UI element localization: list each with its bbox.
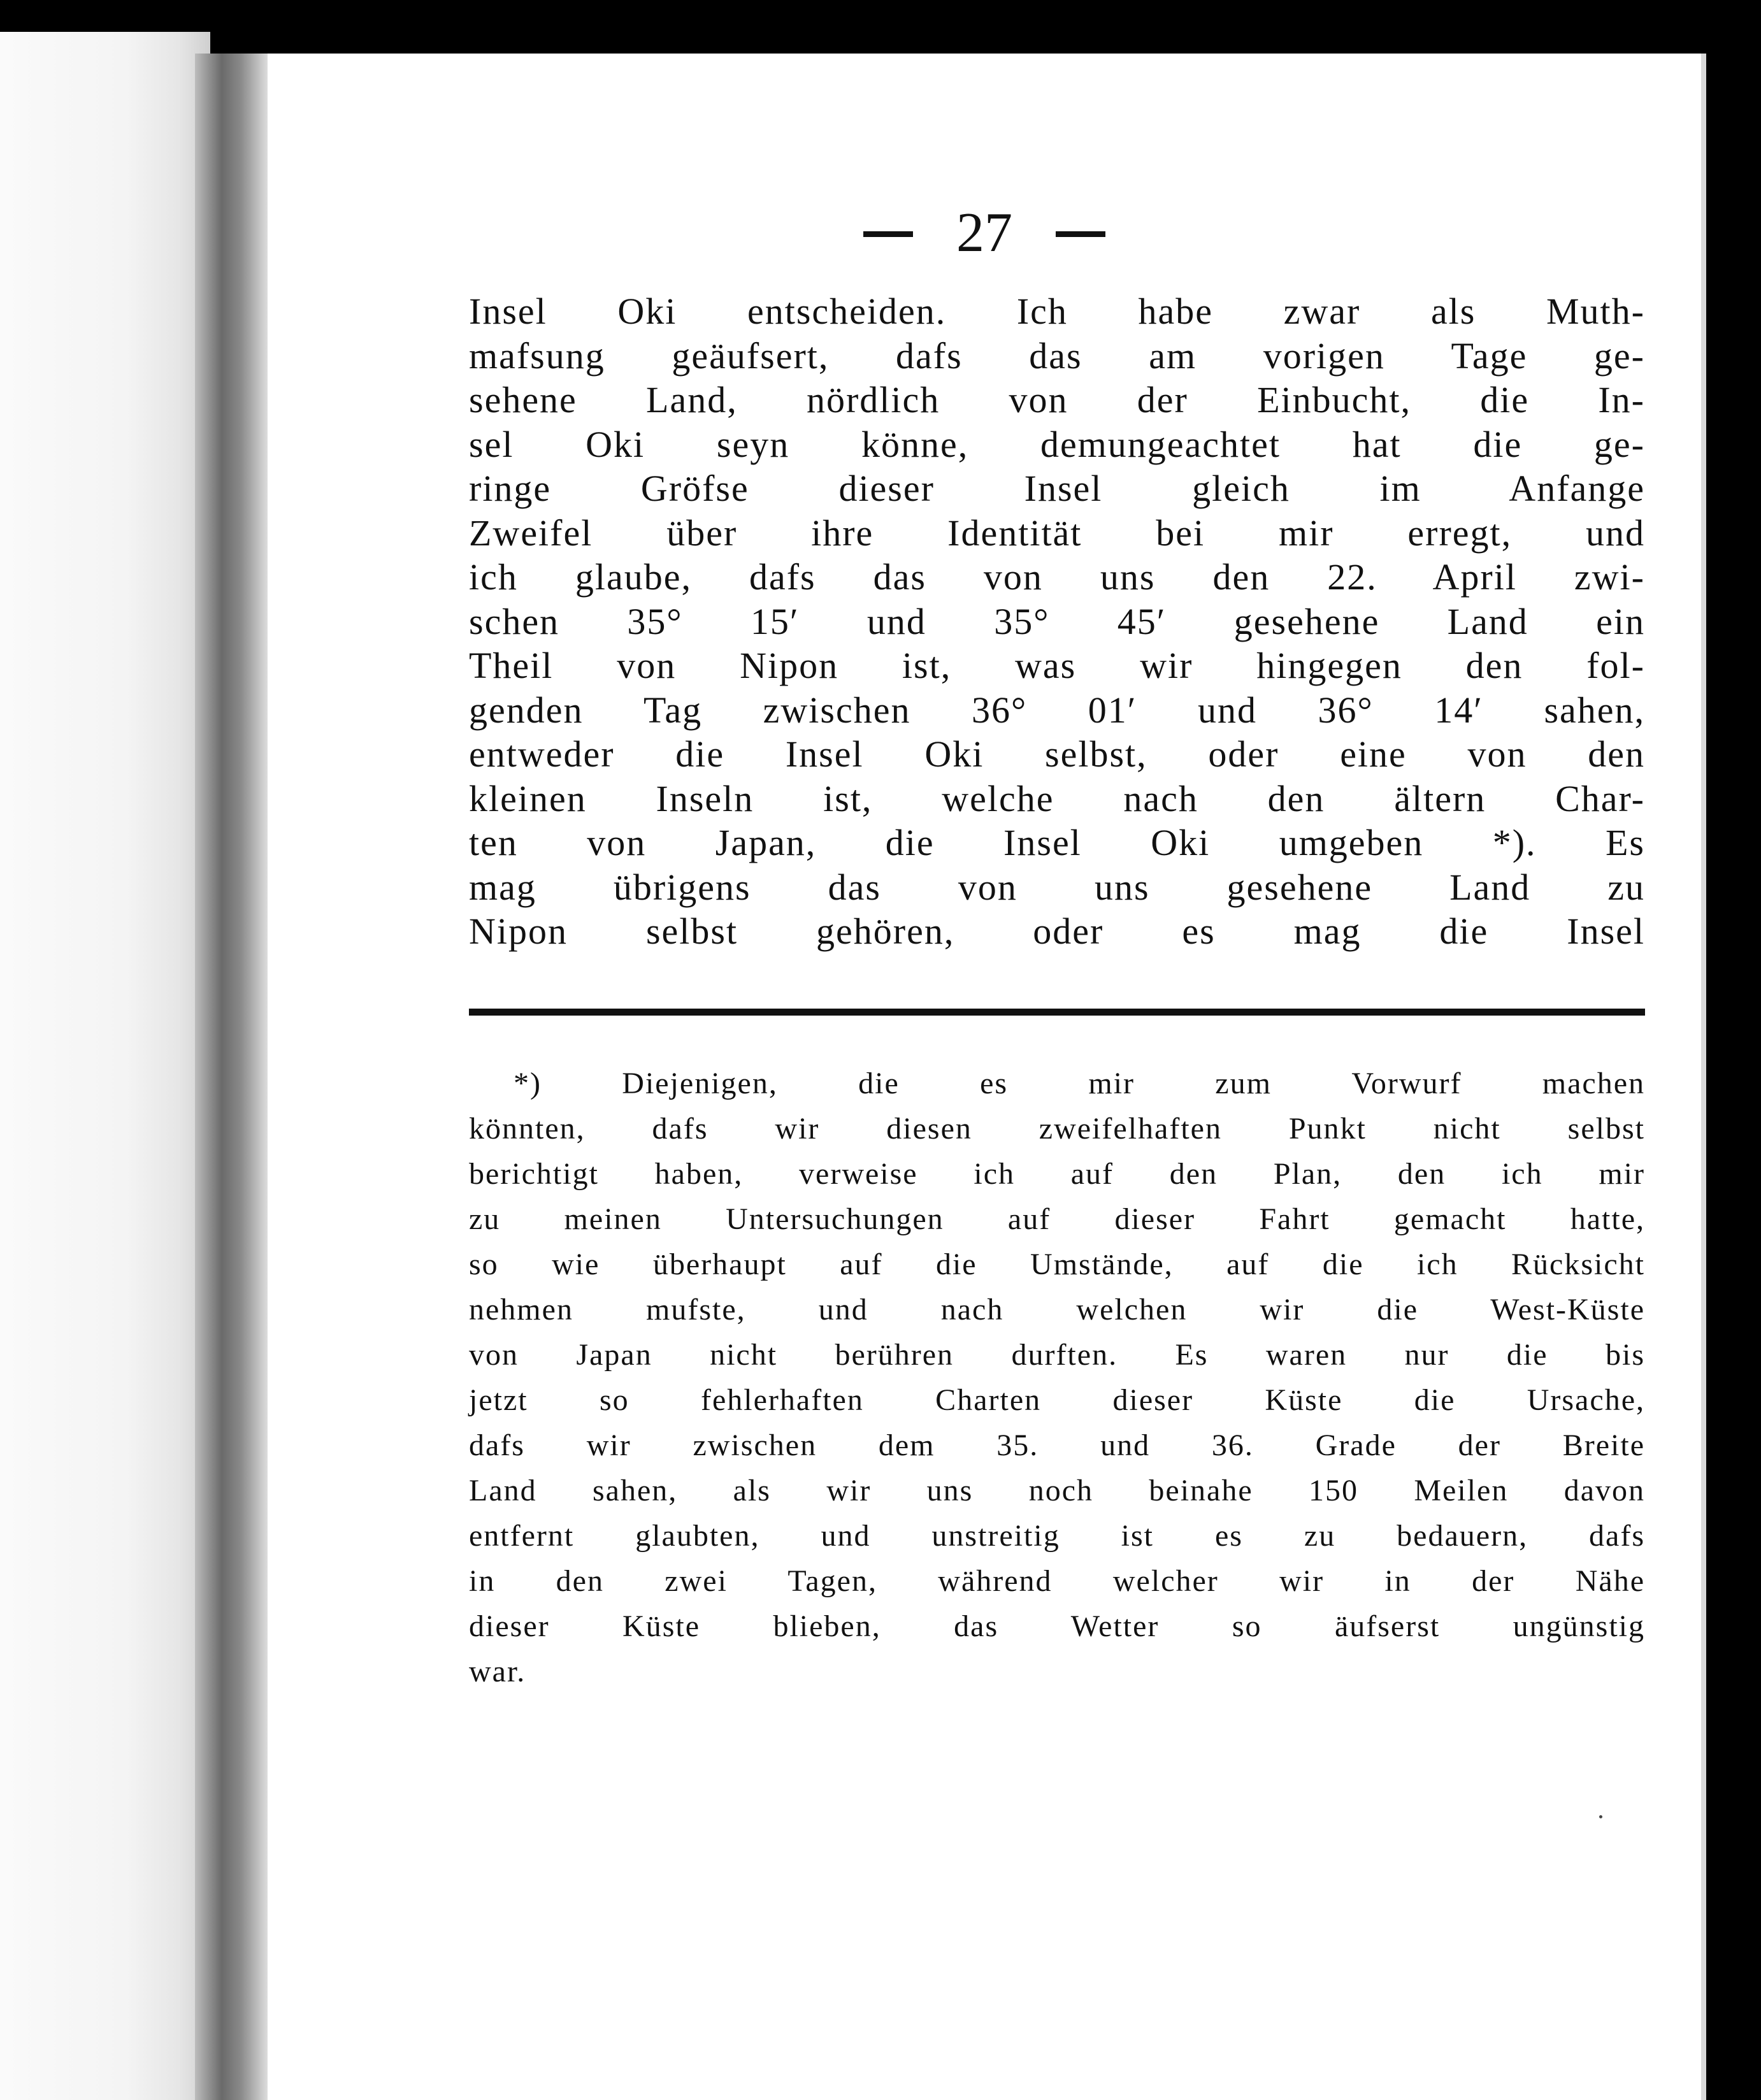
footnote-line: Land sahen, als wir uns noch beinahe 150 Meilen davon [469,1474,1645,1507]
book-gutter-shadow [195,54,271,2100]
text-line: entweder die Insel Oki selbst, oder eine von den [469,733,1645,775]
text-line: mag übrigens das von uns gesehene Land zu [469,866,1645,908]
facing-page-edge [0,32,210,2100]
header-dash-left [863,231,913,237]
text-line: mafsung geäufsert, dafs das am vorigen Tage ge- [469,334,1645,377]
text-line: kleinen Inseln ist, welche nach den ältern Char- [469,777,1645,819]
footnote-line: in den zwei Tagen, während welcher wir in der Nähe [469,1564,1645,1598]
page-right-edge [1701,54,1706,2100]
book-page [268,54,1701,2100]
footnote-line: könnten, dafs wir diesen zweifelhaften Punkt nicht selbst [469,1112,1645,1146]
header-dash-right [1056,231,1105,237]
footnote-line: jetzt so fehlerhaften Charten dieser Küste die Ursache, [469,1383,1645,1417]
paper-speck [1599,1815,1602,1818]
text-line: ten von Japan, die Insel Oki umgeben *). Es [469,822,1645,863]
footnote-line: dieser Küste blieben, das Wetter so äufserst ungünstig [469,1609,1645,1643]
text-line: Nipon selbst gehören, oder es mag die Insel [469,910,1645,952]
footnote-line: entfernt glaubten, und unstreitig ist es zu bedauern, dafs [469,1519,1645,1553]
footnote-line: *) Diejenigen, die es mir zum Vorwurf machen [514,1067,1645,1100]
page-header [268,202,1701,264]
text-line: Theil von Nipon ist, was wir hingegen den fol- [469,645,1645,686]
footnote-line: berichtigt haben, verweise ich auf den Plan, den ich mir [469,1157,1645,1191]
page-number: 27 [956,202,1012,264]
main-text [469,289,1645,954]
footnote-line: von Japan nicht berühren durften. Es waren nur die bis [469,1338,1645,1372]
text-line: sel Oki seyn könne, demungeachtet hat die ge- [469,423,1645,465]
text-line: Insel Oki entscheiden. Ich habe zwar als Muth- [469,291,1645,332]
footnote-line: dafs wir zwischen dem 35. und 36. Grade der Breite [469,1428,1645,1462]
footnote-line: so wie überhaupt auf die Umstände, auf die ich Rücksicht [469,1248,1645,1281]
footnote-line: war. [469,1655,526,1688]
text-line: ich glaube, dafs das von uns den 22. April zwi- [469,556,1645,598]
text-line: Zweifel über ihre Identität bei mir erregt, und [469,512,1645,554]
footnote [469,1061,1645,1694]
footnote-line: zu meinen Untersuchungen auf dieser Fahrt gemacht hatte, [469,1202,1645,1236]
text-line: ringe Gröfse dieser Insel gleich im Anfange [469,468,1645,509]
text-line: genden Tag zwischen 36° 01′ und 36° 14′ sahen, [469,689,1645,731]
footnote-line: nehmen mufste, und nach welchen wir die West-Küste [469,1293,1645,1327]
text-line: schen 35° 15′ und 35° 45′ gesehene Land ein [469,600,1645,642]
footnote-separator-rule [469,1009,1645,1016]
text-line: sehene Land, nördlich von der Einbucht, die In- [469,379,1645,421]
